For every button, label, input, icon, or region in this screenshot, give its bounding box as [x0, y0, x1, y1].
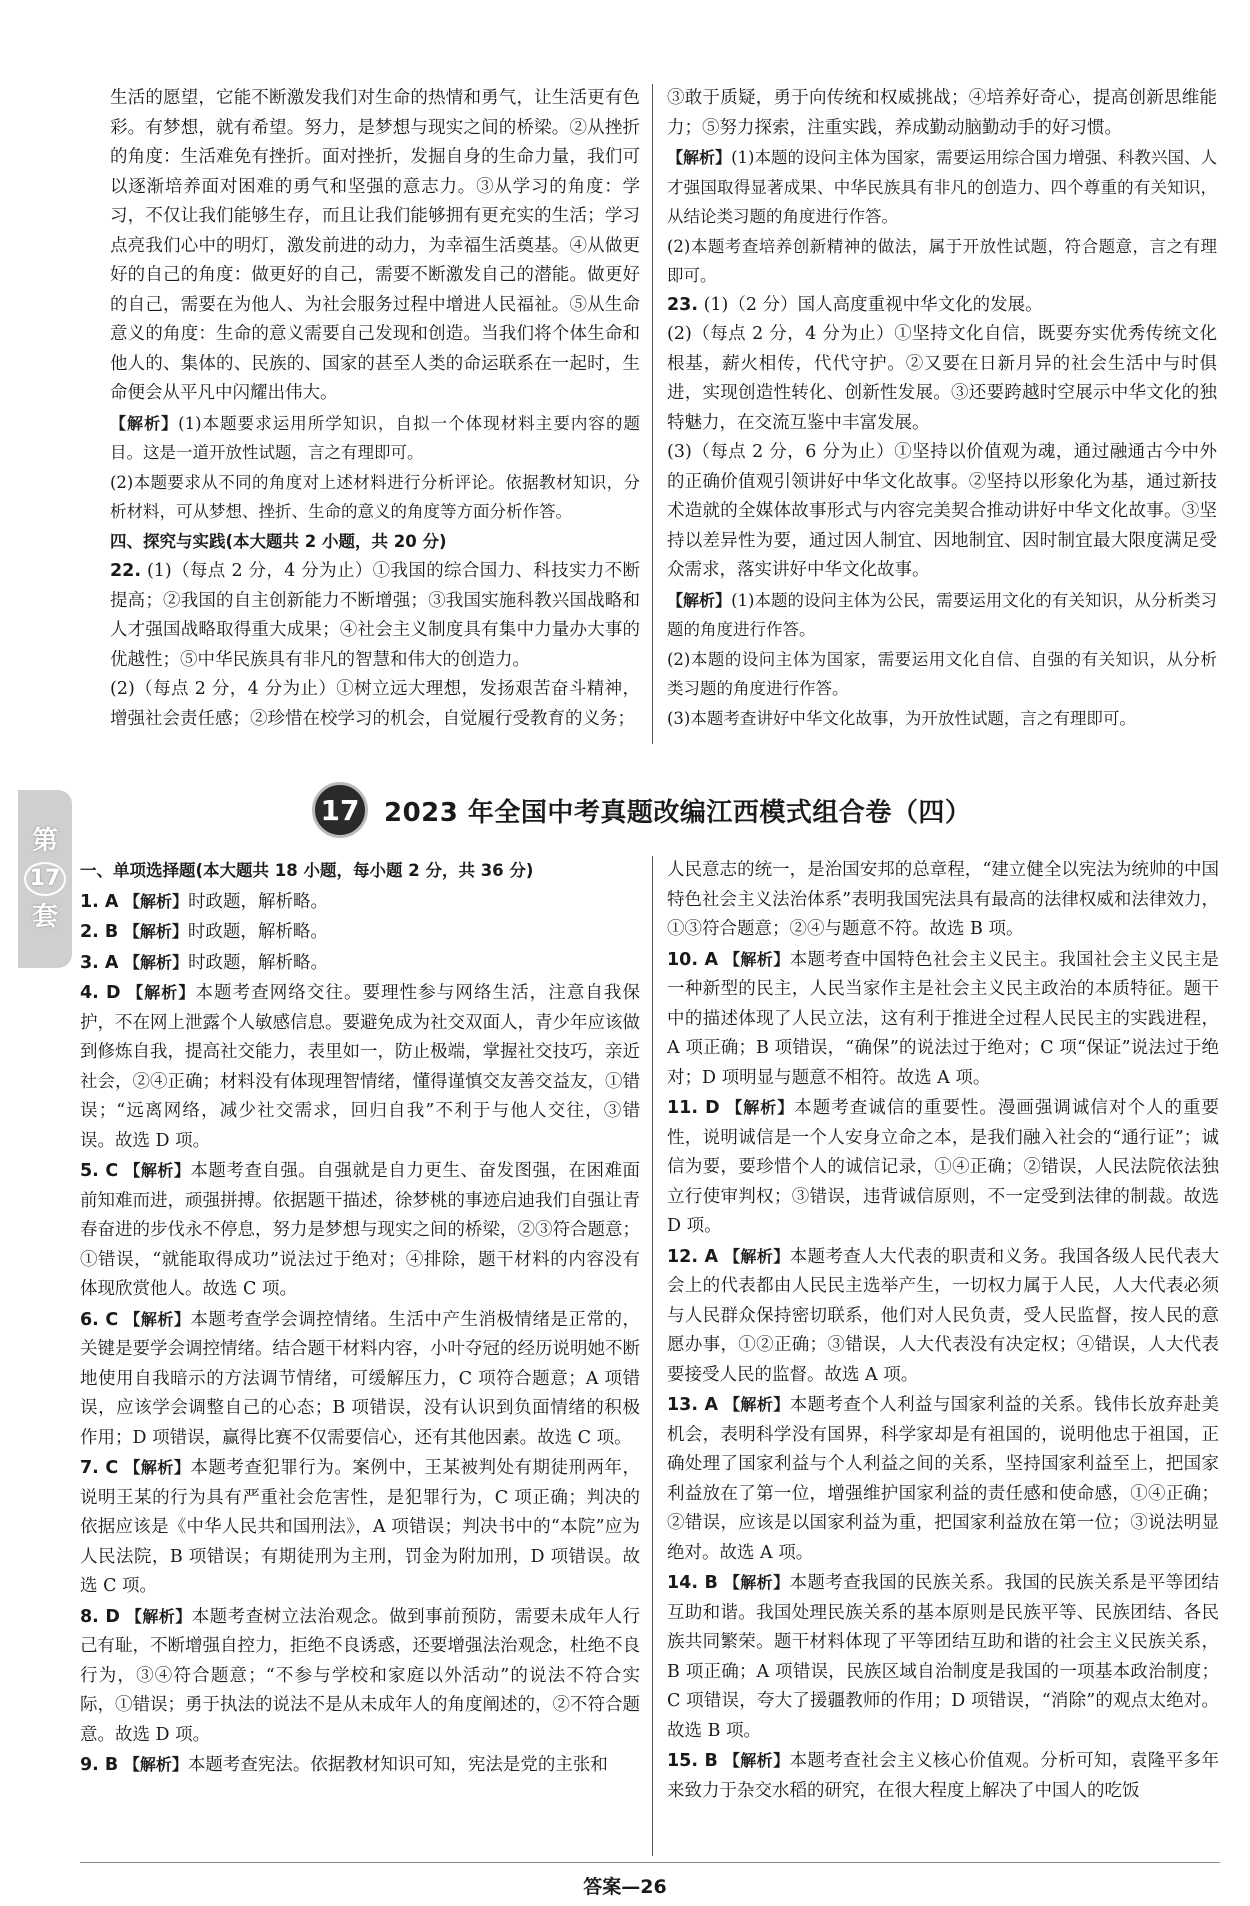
section-heading	[110, 527, 640, 558]
answer-text: (2)（每点 2 分，4 分为止）①坚持文化自信，既要夯实优秀传统文化根基，薪火相传，代代守护。②又要在日新月异的社会生活中与时俱进，实现创造性转化、创新性发展。③还要跨越时空展示中华文化的独特魅力，在交流互鉴中丰富发展。	[667, 324, 1217, 433]
analysis-tag: 【解析】	[724, 949, 790, 969]
analysis-tag: 【解析】	[667, 148, 732, 167]
answer-item	[667, 1093, 1219, 1242]
top-left-column	[110, 84, 640, 734]
answer-item	[80, 1156, 640, 1305]
answer-text: (2)本题要求从不同的角度对上述材料进行分析评论。依据教材知识，分析材料，可从梦想、挫折、生命的意义的角度等方面分析作答。	[110, 472, 640, 521]
answer-text: 本题考查犯罪行为。案例中，王某被判处有期徒刑两年，说明王某的行为具有严重社会危害性，是犯罪行为，C 项正确；判决的依据应该是《中华人民共和国刑法》，A 项错误；判决书中的“本院”应为人民法院，B 项错误；有期徒刑为主刑，罚金为附加刑，D 项错误。故选 C 项。	[80, 1458, 640, 1596]
question-number: 5. C	[80, 1161, 119, 1181]
analysis-tag: 【解析】	[124, 1458, 191, 1477]
answer-text: 时政题，解析略。	[188, 952, 329, 973]
answer-item	[667, 1390, 1219, 1568]
bottom-right-column	[667, 856, 1219, 1806]
answer-paragraph	[667, 84, 1217, 143]
analysis-tag: 【解析】	[724, 1395, 790, 1414]
column-divider-bottom	[652, 856, 653, 1856]
answer-text: 本题考查社会主义核心价值观。分析可知，袁隆平多年来致力于杂交水稻的研究，在很大程度上解决了中国人的吃饭	[667, 1751, 1219, 1801]
answer-text: 本题考查个人利益与国家利益的关系。钱伟长放弃赴美机会，表明科学没有国界，科学家却是有祖国的，说明他忠于祖国，正确处理了国家利益与个人利益之间的关系，坚持国家利益至上，把国家利益放在了第一位，增强维护国家利益的责任感和使命感，①④正确；②错误，应该是以国家利益为重，把国家利益放在第一位；③说法明显绝对。故选 A 项。	[667, 1395, 1219, 1563]
analysis-tag: 【解析】	[110, 413, 179, 433]
answer-paragraph	[110, 84, 640, 409]
analysis-tag: 【解析】	[127, 983, 196, 1002]
answer-text: 本题考查我国的民族关系。我国的民族关系是平等团结互助和谐。我国处理民族关系的基本原则是民族平等、民族团结、各民族共同繁荣。题干材料体现了平等团结互助和谐的社会主义民族关系，B 项正确；A 项错误，民族区域自治制度是我国的一项基本政治制度；C 项错误，夸大了援疆教师的作用；D 项错误，“消除”的观点太绝对。故选 B 项。	[667, 1573, 1219, 1741]
answer-text: 人民意志的统一，是治国安邦的总章程，“建立健全以宪法为统帅的中国特色社会主义法治体系”表明我国宪法具有最高的法律权威和法律效力，①③符合题意；②④与题意不符。故选 B 项。	[667, 860, 1219, 939]
answer-paragraph	[667, 645, 1217, 704]
section-title: 一、单项选择题(本大题共 18 小题，每小题 2 分，共 36 分)	[80, 861, 534, 880]
answer-text: (3)（每点 2 分，6 分为止）①坚持以价值观为魂，通过融通古今中外的正确价值观引领讲好中华文化故事。②坚持以形象化为基，通过新技术造就的全媒体故事形式与内容完美契合推动讲好中华文化故事。③坚持以差异性为要，通过因人制宜、因地制宜、因时制宜最大限度满足受众需求，落实讲好中华文化故事。	[667, 442, 1217, 580]
answer-text: (1)本题的设问主体为公民，需要运用文化的有关知识，从分析类习题的角度进行作答。	[667, 590, 1217, 639]
footer-rule	[80, 1862, 1220, 1863]
answer-text: (1)本题要求运用所学知识，自拟一个体现材料主要内容的题目。这是一道开放性试题，言之有理即可。	[110, 413, 640, 462]
answer-text: 生活的愿望，它能不断激发我们对生命的热情和勇气，让生活更有色彩。有梦想，就有希望。努力，是梦想与现实之间的桥梁。②从挫折的角度：生活难免有挫折。面对挫折，发掘自身的生命力量，我们可以逐渐培养面对困难的勇气和坚强的意志力。③从学习的角度：学习，不仅让我们能够生存，而且让我们能够拥有更充实的生活；学习点亮我们心中的明灯，激发前进的动力，为幸福生活奠基。④从做更好的自己的角度：做更好的自己，需要不断激发自己的潜能。做更好的自己，需要在为他人、为社会服务过程中增进人民福祉。⑤从生命意义的角度：生命的意义需要自己发现和创造。当我们将个体生命和他人的、集体的、民族的、国家的甚至人类的命运联系在一起时，生命便会从平凡中闪耀出伟大。	[110, 88, 640, 403]
answer-text: 本题考查自强。自强就是自力更生、奋发图强，在困难面前知难而进，顽强拼搏。依据题干描述，徐梦桃的事迹启迪我们自强让青春奋进的步伐永不停息，努力是梦想与现实之间的桥梁，②③符合题意；①错误，“就能取得成功”说法过于绝对；④排除，题干材料的内容没有体现欣赏他人。故选 C 项。	[80, 1161, 640, 1299]
answer-item	[667, 1242, 1219, 1391]
question-number: 2. B	[80, 922, 119, 942]
side-tab-char-2: 17	[24, 862, 67, 896]
answer-text: 本题考查网络交往。要理性参与网络生活，注意自我保护，不在网上泄露个人敏感信息。要避免成为社交双面人，青少年应该做到修炼自我，提高社交能力，表里如一，防止极端，掌握社交技巧，亲近社会，②④正确；材料没有体现理智情绪，懂得谨慎交友善交益友，①错误；“远离网络，减少社交需求，回归自我”不利于与他人交往，③错误。故选 D 项。	[80, 983, 640, 1151]
answer-item	[80, 948, 640, 979]
answer-text: 本题考查宪法。依据教材知识可知，宪法是党的主张和	[187, 1755, 608, 1775]
answer-paragraph	[667, 704, 1217, 734]
answer-paragraph	[667, 438, 1217, 586]
answer-item	[667, 291, 1217, 321]
answer-item	[667, 1568, 1219, 1746]
analysis-tag: 【解析】	[667, 590, 732, 610]
analysis-tag: 【解析】	[726, 1098, 795, 1117]
question-number: 12. A	[667, 1246, 719, 1267]
analysis-tag: 【解析】	[125, 1606, 192, 1626]
answer-item	[80, 978, 640, 1156]
question-number: 14. B	[667, 1573, 718, 1593]
paper-title: 2023 年全国中考真题改编江西模式组合卷（四）	[384, 797, 972, 828]
question-number: 3. A	[80, 952, 119, 973]
analysis-tag: 【解析】	[123, 922, 188, 941]
question-number: 15. B	[667, 1751, 718, 1771]
answer-text: 时政题，解析略。	[187, 922, 328, 942]
answer-text: 本题考查中国特色社会主义民主。我国社会主义民主是一种新型的民主，人民当家作主是社会主义民主政治的本质特征。题干中的描述体现了人民立法，这有利于推进全过程人民民主的实践进程，A 项正确；B 项错误，“确保”的说法过于绝对；C 项“保证”说法过于绝对；D 项明显与题意不相符。故选 A 项。	[667, 949, 1219, 1088]
question-number: 13. A	[667, 1395, 719, 1415]
question-number: 1. A	[80, 891, 119, 912]
section-title: 四、探究与实践(本大题共 2 小题，共 20 分)	[110, 531, 447, 551]
side-tab-char-1: 第	[31, 826, 58, 856]
answer-text: 本题考查人大代表的职责和义务。我国各级人民代表大会上的代表都由人民民主选举产生，一切权力属于人民，人大代表必须与人民群众保持密切联系，他们对人民负责，受人民监督，按人民的意愿办事，①②正确；③错误，人大代表没有决定权；④错误，人大代表要接受人民的监督。故选 A 项。	[667, 1246, 1219, 1385]
answer-text: (3)本题考查讲好中华文化故事，为开放性试题，言之有理即可。	[667, 708, 1136, 728]
answer-paragraph	[667, 320, 1217, 438]
answer-item	[80, 917, 640, 948]
answer-item	[80, 1750, 640, 1781]
question-number: 6. C	[80, 1309, 119, 1330]
side-tab-char-3: 套	[31, 902, 58, 932]
answer-paragraph	[667, 232, 1217, 291]
answer-paragraph	[110, 409, 640, 468]
answer-text: 本题考查诚信的重要性。漫画强调诚信对个人的重要性，说明诚信是一个人安身立命之本，是我们融入社会的“通行证”；诚信为要，要珍惜个人的诚信记录，①④正确；②错误，人民法院依法独立行使审判权；③错误，违背诚信原则，不一定受到法律的制裁。故选 D 项。	[667, 1098, 1219, 1236]
set-number-tab	[18, 790, 72, 968]
answer-paragraph	[110, 468, 640, 527]
analysis-tag: 【解析】	[124, 1161, 191, 1180]
answer-item	[110, 557, 640, 675]
answer-item	[80, 1453, 640, 1602]
answer-item	[667, 945, 1219, 1094]
answer-item	[667, 1746, 1219, 1806]
analysis-tag: 【解析】	[723, 1573, 790, 1592]
question-number: 23.	[667, 294, 699, 315]
answer-item	[80, 887, 640, 918]
answer-paragraph	[667, 143, 1217, 232]
question-number: 10. A	[667, 949, 719, 970]
bottom-left-column	[80, 856, 640, 1781]
answer-paragraph	[667, 586, 1217, 645]
question-number: 9. B	[80, 1755, 119, 1775]
top-right-column	[667, 84, 1217, 733]
page-footer: 答案—26	[583, 1876, 667, 1898]
answer-text: (2)本题的设问主体为国家，需要运用文化自信、自强的有关知识，从分析类习题的角度进行作答。	[667, 649, 1217, 698]
analysis-tag: 【解析】	[124, 952, 189, 972]
answer-text: (1)（每点 2 分，4 分为止）①我国的综合国力、科技实力不断提高；②我国的自主创新能力不断增强；③我国实施科教兴国战略和人才强国战略取得重大成果；④社会主义制度具有集中力量办大事的优越性；⑤中华民族具有非凡的智慧和伟大的创造力。	[110, 561, 640, 670]
question-number: 8. D	[80, 1606, 120, 1627]
question-number: 22.	[110, 561, 142, 581]
paper-number-badge: 17	[312, 782, 368, 838]
answer-text: 本题考查学会调控情绪。生活中产生消极情绪是正常的，关键是要学会调控情绪。结合题干材料内容，小叶夺冠的经历说明她不断地使用自我暗示的方法调节情绪，可缓解压力，C 项符合题意；A 项错误，应该学会调整自己的心态；B 项错误，没有认识到负面情绪的积极作用；D 项错误，赢得比赛不仅需要信心，还有其他因素。故选 C 项。	[80, 1309, 640, 1448]
analysis-tag: 【解析】	[124, 1309, 191, 1329]
answer-text: (2)本题考查培养创新精神的做法，属于开放性试题，符合题意，言之有理即可。	[667, 236, 1217, 285]
answer-text: 时政题，解析略。	[188, 891, 329, 912]
answer-paragraph	[110, 675, 640, 734]
question-number: 4. D	[80, 983, 121, 1003]
answer-item	[80, 1305, 640, 1454]
section-heading	[80, 856, 640, 887]
question-number: 7. C	[80, 1458, 119, 1478]
answer-item	[80, 1602, 640, 1751]
analysis-tag: 【解析】	[124, 891, 189, 911]
analysis-tag: 【解析】	[723, 1751, 790, 1770]
question-number: 11. D	[667, 1098, 720, 1118]
answer-text: (1)本题的设问主体为国家，需要运用综合国力增强、科教兴国、人才强国取得显著成果、中华民族具有非凡的创造力、四个尊重的有关知识，从结论类习题的角度进行作答。	[667, 148, 1217, 226]
answer-text: (1)（2 分）国人高度重视中华文化的发展。	[703, 294, 1043, 315]
paper-title-bar	[312, 780, 971, 840]
answer-text: ③敢于质疑，勇于向传统和权威挑战；④培养好奇心，提高创新思维能力；⑤努力探索，注重实践，养成勤动脑勤动手的好习惯。	[667, 88, 1217, 138]
answer-text: 本题考查树立法治观念。做到事前预防，需要未成年人行己有耻，不断增强自控力，拒绝不良诱惑，还要增强法治观念，杜绝不良行为，③④符合题意；“不参与学校和家庭以外活动”的说法不符合实际，①错误；勇于执法的说法不是从未成年人的角度阐述的，②不符合题意。故选 D 项。	[80, 1606, 640, 1745]
analysis-tag: 【解析】	[123, 1755, 188, 1774]
column-divider-top	[652, 84, 653, 744]
answer-text: (2)（每点 2 分，4 分为止）①树立远大理想，发扬艰苦奋斗精神，增强社会责任感；②珍惜在校学习的机会，自觉履行受教育的义务；	[110, 679, 640, 729]
analysis-tag: 【解析】	[724, 1246, 790, 1266]
answer-paragraph	[667, 856, 1219, 945]
